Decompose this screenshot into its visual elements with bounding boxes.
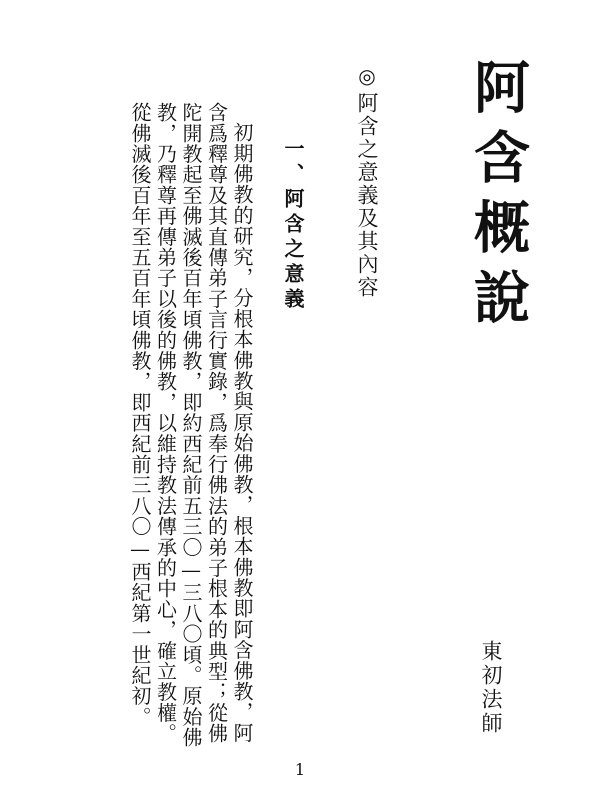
- author-name: 東初法師: [479, 640, 503, 736]
- body-text: [84, 102, 254, 762]
- section-heading: [356, 64, 377, 299]
- page-number: 1: [294, 760, 306, 779]
- section-title: 阿含之意義及其內容: [355, 92, 379, 299]
- section-marker-icon: ◎: [355, 64, 379, 92]
- subheading: 一、阿含之意義: [281, 138, 305, 313]
- page-title: 阿含概說: [465, 58, 531, 338]
- body-paragraph: 初期佛教的研究，分根本佛教與原始佛教，根本佛教即阿含佛教，阿含爲釋尊及其直傳弟子言行實錄，爲奉行佛法的弟子根本的典型；從佛陀開教起至佛滅後百年頃佛教，即約西紀前五三〇—三八〇頃。原始佛教，乃釋尊再傳弟子以後的佛教，以維持教法傳承的中心，確立教權。從佛滅後百年至五百年頃佛教，即西紀前三八〇—西紀第一世紀初。: [128, 102, 254, 748]
